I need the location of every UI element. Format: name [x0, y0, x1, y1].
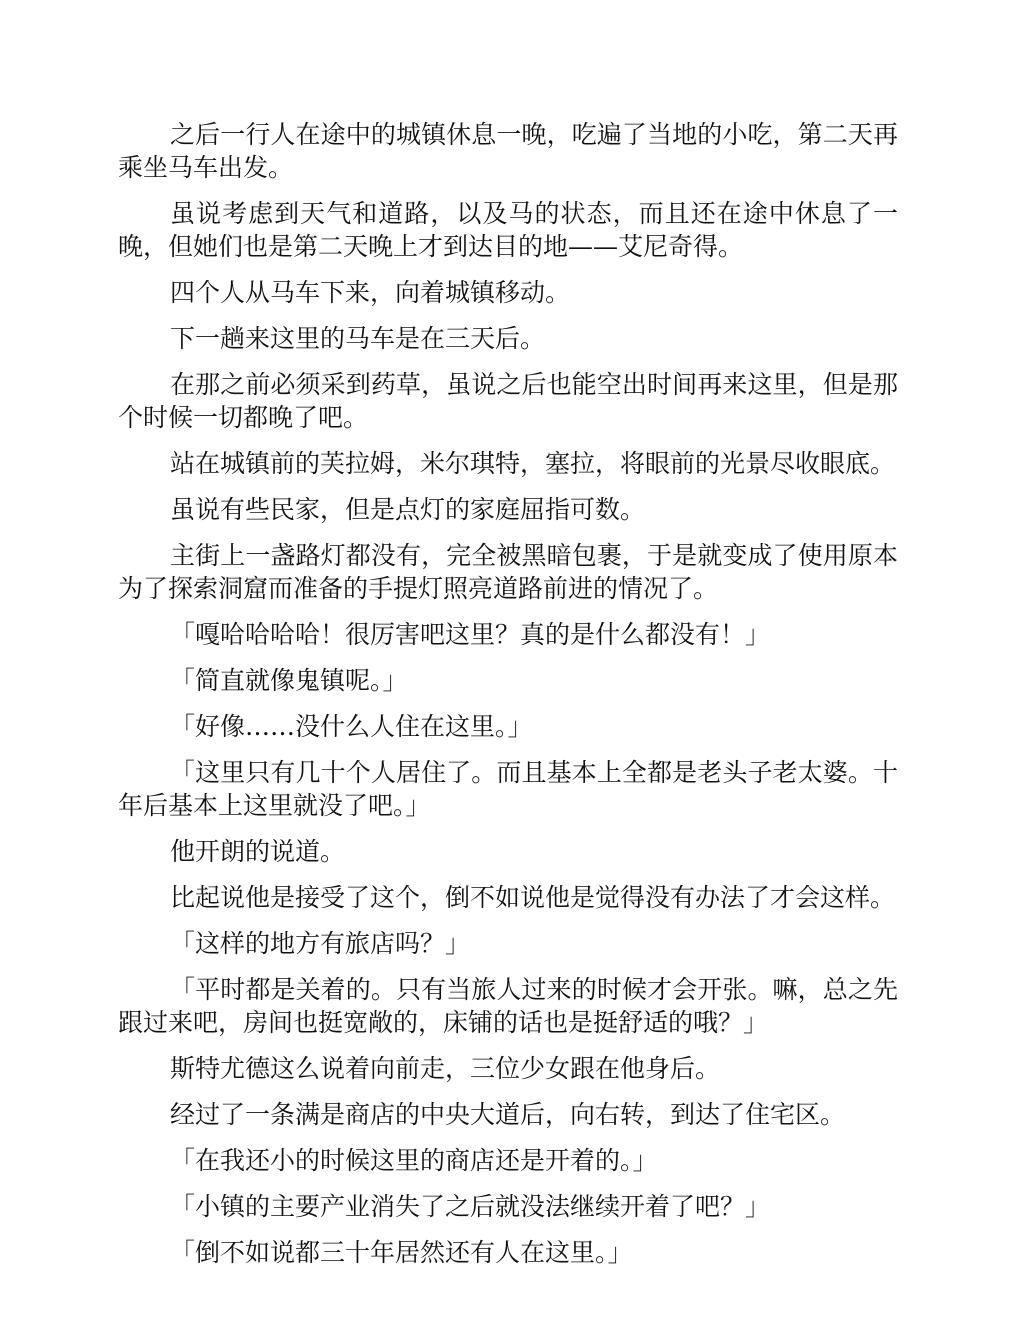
paragraph: 虽说有些民家，但是点灯的家庭屈指可数。 [170, 495, 646, 524]
paragraph: 经过了一条满是商店的中央大道后，向右转，到达了住宅区。 [170, 1100, 846, 1129]
dialogue-line: 「在我还小的时候这里的商店还是开着的。」 [170, 1146, 658, 1175]
paragraph: 在那之前必须采到药草，虽说之后也能空出时间再来这里，但是那个时候一切都晚了吧。 [118, 370, 898, 432]
paragraph: 之后一行人在途中的城镇休息一晚，吃遍了当地的小吃，第二天再乘坐马车出发。 [118, 120, 898, 182]
dialogue-line: 「倒不如说都三十年居然还有人在这里。」 [170, 1238, 633, 1267]
dialogue-line: 「这样的地方有旅店吗？」 [170, 929, 471, 958]
dialogue-line: 「嘎哈哈哈哈！很厉害吧这里？真的是什么都没有！」 [170, 620, 771, 649]
paragraph: 斯特尤德这么说着向前走，三位少女跟在他身后。 [170, 1054, 721, 1083]
paragraph: 虽说考虑到天气和道路，以及马的状态，而且还在途中休息了一晚，但她们也是第二天晚上才到达目的地——艾尼奇得。 [118, 199, 898, 261]
dialogue-line: 「小镇的主要产业消失了之后就没法继续开着了吧？」 [170, 1192, 771, 1221]
dialogue-line: 「这里只有几十个人居住了。而且基本上全都是老头子老太婆。十年后基本上这里就没了吧。」 [118, 758, 898, 820]
dialogue-line: 「好像……没什么人住在这里。」 [170, 712, 533, 741]
paragraph: 站在城镇前的芙拉姆，米尔琪特，塞拉，将眼前的光景尽收眼底。 [170, 449, 896, 478]
paragraph: 他开朗的说道。 [170, 837, 346, 866]
document-page [118, 118, 898, 1282]
dialogue-line: 「平时都是关着的。只有当旅人过来的时候才会开张。嘛，总之先跟过来吧，房间也挺宽敞的，床铺的话也是挺舒适的哦？」 [118, 975, 898, 1037]
paragraph: 比起说他是接受了这个，倒不如说他是觉得没有办法了才会这样。 [170, 883, 896, 912]
paragraph: 主街上一盏路灯都没有，完全被黑暗包裹，于是就变成了使用原本为了探索洞窟而准备的手提灯照亮道路前进的情况了。 [118, 541, 898, 603]
paragraph: 下一趟来这里的马车是在三天后。 [170, 324, 546, 353]
dialogue-line: 「简直就像鬼镇呢。」 [170, 666, 408, 695]
paragraph: 四个人从马车下来，向着城镇移动。 [170, 278, 571, 307]
